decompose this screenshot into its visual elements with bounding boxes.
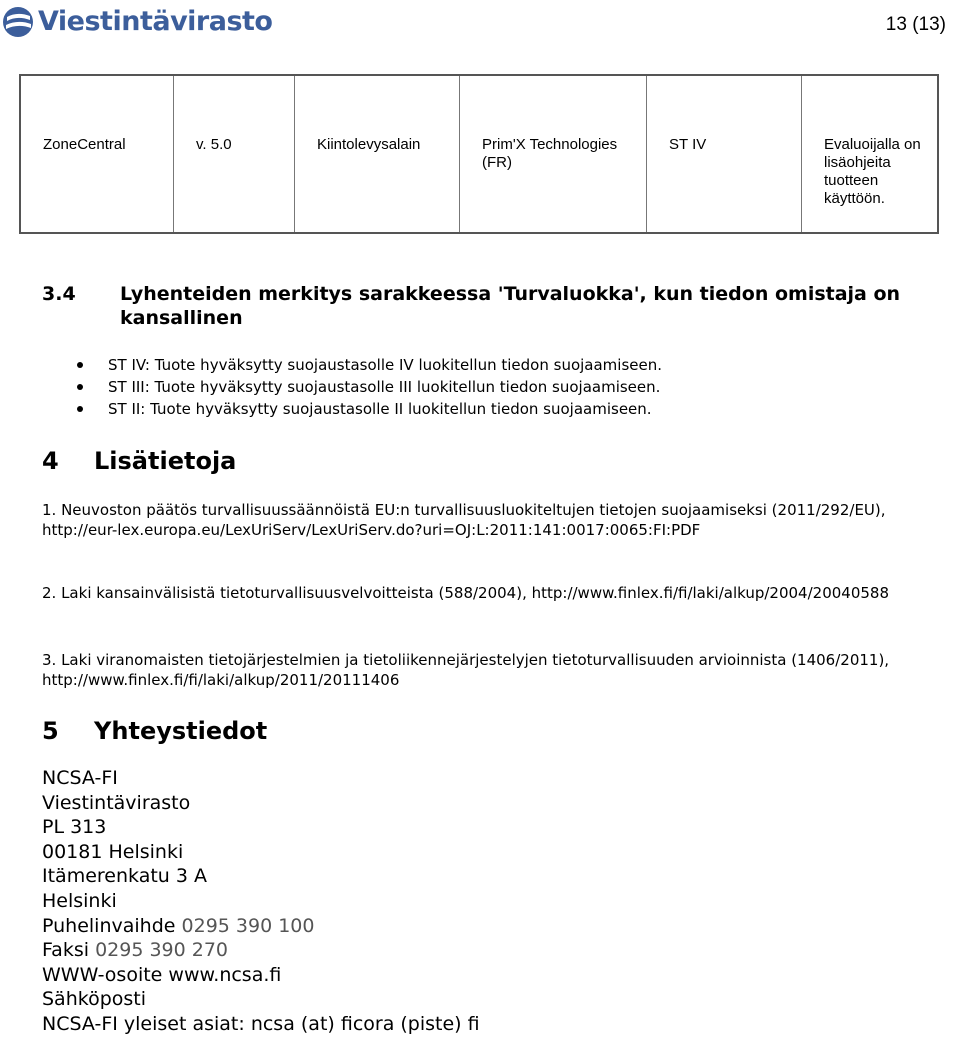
product-table bbox=[19, 74, 939, 234]
contact-street: Itämerenkatu 3 A bbox=[42, 865, 207, 888]
section-title: Lisätietoja bbox=[94, 447, 237, 475]
logo-emblem-icon bbox=[2, 4, 36, 40]
reference-1: 1. Neuvoston päätös turvallisuussäännöistä EU:n turvallisuusluokiteltujen tietojen suojaamiseksi (2011/292/EU), http://eur-lex.europa.eu/LexUriServ/LexUriServ.do?uri=OJ:L:2011:141:0017:0065:FI:PDF bbox=[42, 501, 886, 539]
section-title: Lyhenteiden merkitys sarakkeessa 'Turvaluokka', kun tiedon omistaja on kansallinen bbox=[120, 283, 901, 329]
viestintavirasto-logo bbox=[2, 4, 273, 40]
contact-info bbox=[42, 766, 480, 1037]
phone-label: Puhelinvaihde bbox=[42, 914, 176, 937]
contact-org: NCSA-FI bbox=[42, 767, 118, 789]
section-number: 3.4 bbox=[42, 283, 76, 305]
contact-fax bbox=[42, 938, 480, 963]
reference-2: 2. Laki kansainvälisistä tietoturvallisuusvelvoitteista (588/2004), http://www.finlex.fi/fi/laki/alkup/2004/20040588 bbox=[42, 584, 890, 602]
list-item bbox=[42, 376, 662, 398]
bullet-icon bbox=[77, 406, 83, 412]
list-item bbox=[42, 398, 662, 420]
contact-email: NCSA-FI yleiset asiat: ncsa (at) ficora (piste) fi bbox=[42, 1012, 480, 1035]
section-3-4-heading bbox=[42, 282, 920, 330]
list-item-text: ST III: Tuote hyväksytty suojaustasolle III luokitellun tiedon suojaamiseen. bbox=[108, 378, 661, 396]
bullet-icon bbox=[77, 384, 83, 390]
list-item bbox=[42, 354, 662, 376]
list-item-text: ST IV: Tuote hyväksytty suojaustasolle IV luokitellun tiedon suojaamiseen. bbox=[108, 356, 663, 374]
table-cell-product: ZoneCentral bbox=[20, 75, 174, 233]
phone-value[interactable]: 0295 390 100 bbox=[181, 914, 315, 937]
contact-phone bbox=[42, 914, 480, 939]
logo-text: Viestintävirasto bbox=[38, 6, 273, 37]
section-title: Yhteystiedot bbox=[94, 717, 268, 745]
section-4-heading bbox=[42, 446, 236, 476]
fax-label: Faksi bbox=[42, 939, 90, 962]
contact-city: Helsinki bbox=[42, 889, 117, 912]
page-number: 13 (13) bbox=[885, 14, 946, 35]
table-cell-type: Kiintolevysalain bbox=[295, 75, 460, 233]
table-row bbox=[20, 75, 938, 233]
page-header bbox=[0, 0, 960, 60]
security-class-list bbox=[42, 354, 662, 420]
bullet-icon bbox=[77, 362, 83, 368]
section-number: 4 bbox=[42, 447, 59, 475]
contact-email-label: Sähköposti bbox=[42, 988, 147, 1011]
reference-3: 3. Laki viranomaisten tietojärjestelmien ja tietoliikennejärjestelyjen tietoturvallisuuden arvioinnista (1406/2011), http://www.finlex.fi/fi/laki/alkup/2011/20111406 bbox=[42, 651, 890, 689]
contact-web[interactable]: WWW-osoite www.ncsa.fi bbox=[42, 963, 282, 986]
table-cell-security-class: ST IV bbox=[647, 75, 802, 233]
fax-value: 0295 390 270 bbox=[95, 939, 229, 962]
table-cell-notes: Evaluoijalla on lisäohjeita tuotteen käyttöön. bbox=[802, 75, 939, 233]
table-cell-manufacturer: Prim'X Technologies (FR) bbox=[460, 75, 647, 233]
contact-po-box: PL 313 bbox=[42, 816, 107, 839]
section-5-heading bbox=[42, 716, 267, 746]
contact-postal: 00181 Helsinki bbox=[42, 840, 184, 863]
table-cell-version: v. 5.0 bbox=[174, 75, 295, 233]
list-item-text: ST II: Tuote hyväksytty suojaustasolle II luokitellun tiedon suojaamiseen. bbox=[108, 400, 652, 418]
section-number: 5 bbox=[42, 717, 59, 745]
contact-agency: Viestintävirasto bbox=[42, 791, 191, 814]
